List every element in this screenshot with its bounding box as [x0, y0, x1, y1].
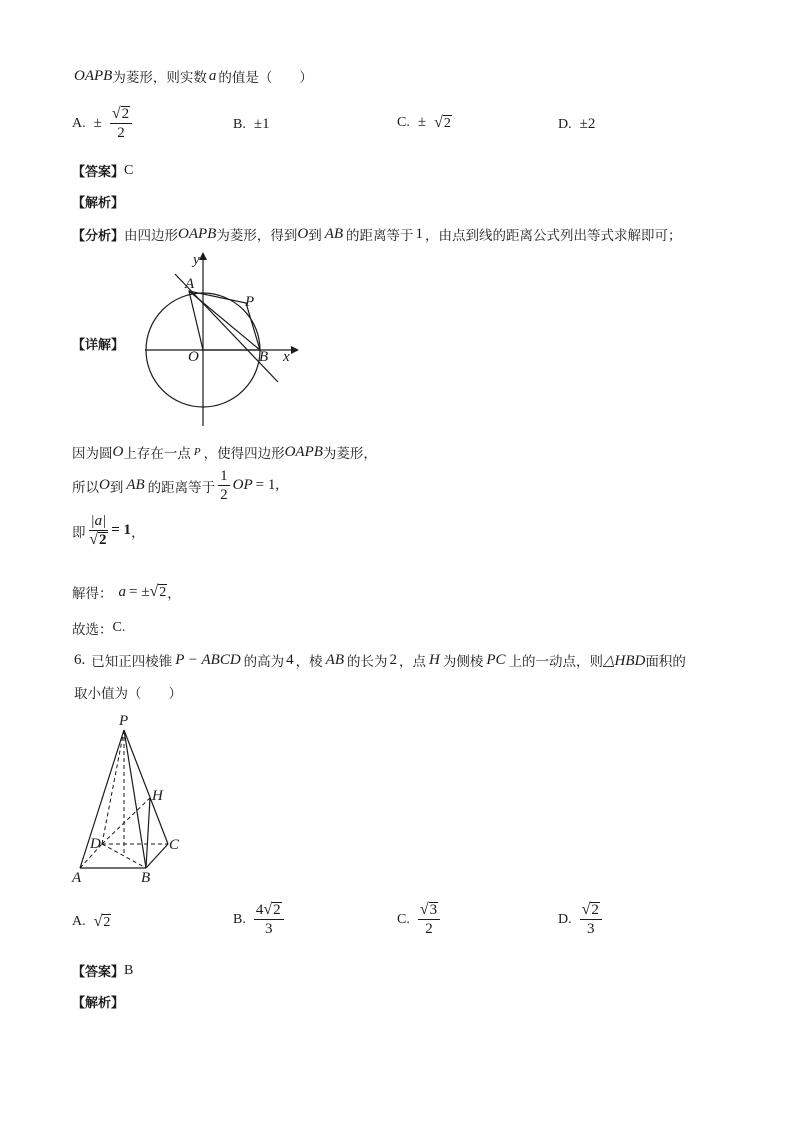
- option-sign: ±: [93, 115, 102, 131]
- option-sign: ±: [417, 114, 427, 130]
- q5-stem: [74, 66, 313, 86]
- label-a: A: [72, 870, 82, 886]
- label-p: P: [119, 713, 129, 729]
- q5-stem-var: a: [208, 67, 217, 84]
- label-y: y: [193, 252, 200, 268]
- q6-stem-line2: 取小值为（ ）: [74, 686, 182, 702]
- q6-analysis-heading: [72, 992, 124, 1011]
- label-b: B: [141, 870, 151, 886]
- q6-option-c[interactable]: [397, 902, 440, 937]
- q5-stem-math: OAPB: [74, 67, 113, 84]
- segment-hb: [146, 798, 150, 868]
- q5-fenxi: 【分析】 由四边形 OAPB 为菱形，得到 O 到 AB 的距离等于 1 ，由点到线的距离公式列出等式求解即可；: [72, 225, 682, 244]
- y-axis-arrow: [199, 252, 207, 260]
- q5-circle-figure: [135, 248, 305, 430]
- label-d: D: [90, 836, 101, 852]
- q6-option-b[interactable]: [233, 902, 284, 937]
- q6-answer: [72, 961, 133, 980]
- option-fraction: √ 2 2: [110, 106, 132, 141]
- option-label: A.: [72, 914, 86, 929]
- label-a: A: [185, 276, 195, 292]
- q5-step1: 因为圆 O 上存在一点 P ，使得四边形 OAPB 为菱形，: [72, 443, 377, 462]
- q5-step4: 解得： a = ± √ 2 ，: [72, 583, 181, 602]
- q5-option-d[interactable]: [558, 116, 595, 133]
- q5-option-a[interactable]: [72, 106, 132, 141]
- q6-stem: 6. 已知正四棱锥 P − ABCD 的高为 4 ，棱 AB 的长为 2 ，点 H 为侧棱 PC 上的一动点，则 △HBD 面积的: [74, 651, 686, 670]
- q5-stem-text1: 为菱形，则实数: [112, 70, 207, 86]
- question-number: 6.: [74, 651, 86, 668]
- label-c: C: [169, 837, 180, 853]
- detail-tag: 【详解】: [72, 338, 125, 353]
- edge-pc: [124, 730, 168, 844]
- label-p: P: [245, 294, 255, 310]
- fenxi-tag: 【分析】: [72, 228, 125, 244]
- edge-pa: [80, 730, 124, 868]
- label-h: H: [152, 788, 163, 804]
- option-label: D.: [558, 116, 572, 132]
- q5-step2: 所以 O 到 AB 的距离等于 $\frac{1}{2}$ OP = 1,: [72, 468, 280, 503]
- option-fraction: 4 √ 2 3: [254, 902, 284, 937]
- label-b: B: [259, 349, 269, 365]
- option-fraction: √ 3 2: [418, 902, 440, 937]
- option-label: C.: [397, 911, 410, 927]
- answer-value: C: [124, 162, 134, 178]
- edge-pb: [124, 730, 146, 868]
- option-value: ±1: [253, 116, 270, 132]
- label-x: x: [283, 349, 290, 365]
- analysis-tag: 【解析】: [72, 196, 125, 211]
- answer-tag: 【答案】: [72, 965, 125, 980]
- label-o: O: [188, 349, 199, 365]
- answer-tag: 【答案】: [72, 165, 125, 180]
- q5-step3: 即 |a| √ 2 = 1 ，: [72, 513, 145, 548]
- q6-option-d[interactable]: [558, 902, 602, 937]
- option-radical: √ 2: [93, 913, 111, 930]
- segment-db-hidden: [102, 844, 146, 868]
- option-label: B.: [233, 911, 246, 927]
- q5-analysis-heading: [72, 192, 124, 211]
- fraction-one-half: $\frac{1}{2}$: [220, 468, 228, 503]
- option-label: A.: [72, 115, 86, 131]
- option-label: D.: [558, 911, 572, 927]
- q5-option-c[interactable]: [397, 114, 452, 131]
- edge-bc: [146, 844, 168, 868]
- q5-option-b[interactable]: [233, 116, 270, 133]
- x-axis-arrow: [291, 346, 299, 354]
- q5-answer: [72, 161, 133, 180]
- option-label: C.: [397, 114, 410, 130]
- option-label: B.: [233, 116, 246, 132]
- q5-stem-text2: 的值是（ ）: [218, 70, 313, 86]
- option-value: ±2: [579, 116, 596, 132]
- option-radical: √ 2: [434, 113, 451, 131]
- answer-value: B: [124, 962, 134, 978]
- analysis-tag: 【解析】: [72, 996, 125, 1011]
- fraction-abs-a-over-root2: |a| √ 2: [89, 513, 107, 548]
- q6-option-a[interactable]: [72, 914, 111, 930]
- q5-detail-heading: [72, 334, 124, 353]
- q6-pyramid-figure: [68, 710, 188, 890]
- segment-dh-hidden: [102, 798, 150, 844]
- q5-step5: 故选： C.: [72, 620, 126, 638]
- option-fraction: √ 2 3: [580, 902, 602, 937]
